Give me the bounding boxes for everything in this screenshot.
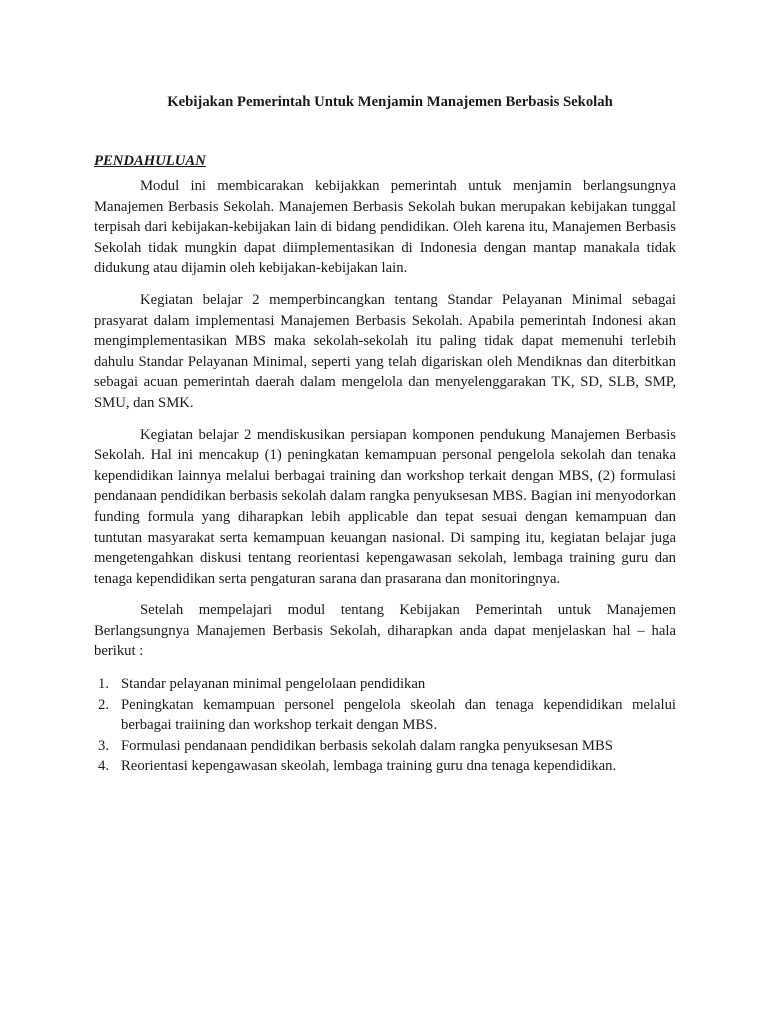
list-item-number: 2. [98,696,110,713]
paragraph-3: Kegiatan belajar 2 mendiskusikan persiapan komponen pendukung Manajemen Berbasis Sekolah. Hal ini mencakup (1) peningkatan kemampuan personal pengelola sekolah dan tenaka kependidikan lainnya melalui berbagai training dan workshop terkait dengan MBS, (2) formulasi pendanaan pendidikan berbasis sekolah dalam rangka penyuksesan MBS. Bagian ini menyodorkan funding formula yang diharapkan lebih applicable dan tepat sesuai dengan kemampuan dan tuntutan masyarakat serta kemampuan keuangan nasional. Di samping itu, kegiatan belajar juga mengetengahkan diskusi tentang reorientasi kepengawasan sekolah, lembaga training guru dan tenaga kependidikan serta pengaturan sarana dan prasarana dan monitoringnya. [94,426,676,587]
list-item-number: 3. [98,737,110,754]
document-page [94,93,676,777]
list-item [94,674,676,695]
list-item-number: 4. [98,758,110,775]
list-item [94,695,676,736]
section-heading: PENDAHULUAN [94,153,206,169]
paragraph-1: Modul ini membicarakan kebijakkan pemerintah untuk menjamin berlangsungnya Manajemen Berbasis Sekolah. Manajemen Berbasis Sekolah bukan merupakan kebijakan tunggal terpisah dari kebijakan-kebijakan lain di bidang pendidikan. Oleh karena itu, Manajemen Berbasis Sekolah tidak mungkin dapat diimplementasikan di Indonesia dengan mantap manakala tidak didukung atau dijamin oleh kebijakan-kebijakan lain. [94,178,676,277]
paragraph-4: Setelah mempelajari modul tentang Kebijakan Pemerintah untuk Manajemen Berlangsungnya Manajemen Berbasis Sekolah, diharapkan anda dapat menjelaskan hal – hala berikut : [94,602,676,660]
list-item-text: Peningkatan kemampuan personel pengelola skeolah dan tenaga kependidikan melalui berbagai traiining dan workshop terkait dengan MBS. [121,696,676,734]
list-item-number: 1. [98,676,110,693]
list-item-text: Standar pelayanan minimal pengelolaan pendidikan [121,676,426,693]
document-title: Kebijakan Pemerintah Untuk Menjamin Manajemen Berbasis Sekolah [167,94,613,110]
list-item-text: Formulasi pendanaan pendidikan berbasis sekolah dalam rangka penyuksesan MBS [121,737,613,754]
paragraph-2: Kegiatan belajar 2 memperbincangkan tentang Standar Pelayanan Minimal sebagai prasyarat dalam implementasi Manajemen Berbasis Sekolah. Apabila pemerintah Indonesi akan mengimplementasikan MBS maka sekolah-sekolah itu paling tidak dapat memenuhi terlebih dahulu Standar Pelayanan Minimal, seperti yang telah digariskan oleh Mendiknas dan diterbitkan sebagai acuan pemerintah daerah dalam mengelola dan menyelenggarakan TK, SD, SLB, SMP, SMU, dan SMK. [94,291,676,411]
list-item [94,756,676,777]
objectives-list [94,674,676,777]
list-item-text: Reorientasi kepengawasan skeolah, lembaga training guru dna tenaga kependidikan. [121,758,617,775]
list-item [94,736,676,757]
